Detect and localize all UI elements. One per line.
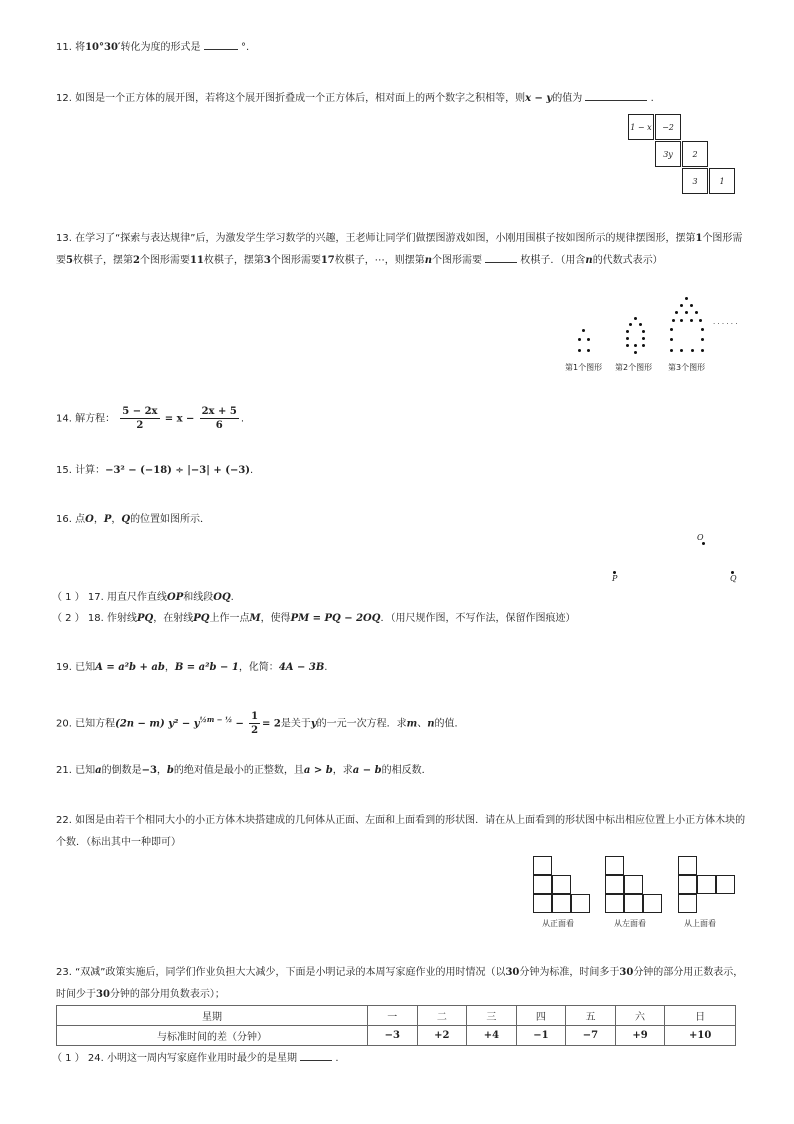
stone [642,344,645,347]
view-square [605,856,624,875]
stone [680,349,683,352]
answer-blank[interactable] [485,252,517,263]
stone [578,338,581,341]
stone [626,330,629,333]
stone [670,328,673,331]
view-square [697,875,716,894]
stone [587,349,590,352]
stone [701,338,704,341]
question-20: 20. 已知方程(2n − m) $y^2 - y^{\frac{1}{2}m - \frac{1}{2}}$ − $\frac{1}{2}$ = 2是关于y的一元一次方程．求m、n的值． [56,710,465,736]
question-number: 24. [87,1053,104,1064]
table-row: 与标准时间的差（分钟） −3 +2 +4 −1 −7 +9 +10 [57,1026,736,1046]
question-15: 15. 计算：−3² − (−18) ÷ |−3| + (−3). [56,465,254,476]
stone [629,323,632,326]
stone [582,329,585,332]
net-cell: 1 [709,168,735,194]
stone [634,317,637,320]
view-square [533,894,552,913]
question-17: （ 1 ） 17. 用直尺作直线OP和线段OQ. [52,592,234,603]
question-number: 22. [56,815,72,826]
fraction: $\frac{5 - 2x}{2}$ [122,406,158,431]
stone [680,319,683,322]
stone [639,323,642,326]
figure-caption: 第1个图形 [565,363,603,372]
stone [690,319,693,322]
figure-caption: 从左面看 [614,919,646,928]
points-figure [600,530,750,590]
question-24: （ 1 ） 24. 小明这一周内写家庭作业用时最少的是星期 . [52,1048,742,1070]
stone [642,330,645,333]
question-number: 20. [56,718,72,730]
stone [642,337,645,340]
stone [672,319,675,322]
question-number: 18. [87,613,104,624]
stone [634,344,637,347]
question-11: 11. 将10°30′转化为度的形式是 °. [56,37,746,59]
view-square [678,856,697,875]
fraction: $\frac{1}{2}$ [251,710,259,736]
go-stones-figure [560,292,750,377]
stone [578,349,581,352]
cube-net-figure [628,114,738,196]
net-cell: 1 − x [628,114,654,140]
question-number: 17. [87,592,104,603]
stone [634,351,637,354]
point-label: O [697,533,704,542]
view-square [605,875,624,894]
question-19: 19. 已知A = a²b + ab，B = a²b − 1，化简：4A − 3B. [56,662,328,673]
view-square [624,894,643,913]
point-label: P [612,574,618,583]
answer-blank[interactable] [300,1050,332,1061]
figure-caption: 第2个图形 [615,363,653,372]
net-cell: 3y [655,141,681,167]
stone [685,297,688,300]
question-13: 13. 在学习了“探索与表达规律”后，为激发学生学习数学的兴趣，王老师让同学们做摆图游戏如图，小刚用围棋子按如图所示的规律摆图形，摆第1个图形需要5枚棋子，摆第2个图形需要11枚棋子，摆第3个图形需要17枚棋子，⋯，则摆第n个图形需要 枚棋子．（用含n的代数式表示） [56,233,743,266]
question-number: 21. [56,765,72,776]
question-number: 19. [56,662,72,673]
view-square [605,894,624,913]
fraction: $\frac{2x + 5}{6}$ [201,406,237,431]
view-square [678,875,697,894]
view-square [716,875,735,894]
three-views-figure [533,856,743,936]
view-square [624,875,643,894]
figure-caption: 从上面看 [684,919,716,928]
stone [695,311,698,314]
question-number: 12. [56,93,72,104]
question-number: 16. [56,514,72,525]
stone [670,349,673,352]
net-cell: −2 [655,114,681,140]
view-square [552,875,571,894]
view-square [533,856,552,875]
answer-blank[interactable] [585,90,647,101]
figure-caption: 从正面看 [542,919,574,928]
question-number: 23. [56,967,72,978]
stone [626,337,629,340]
view-square [571,894,590,913]
question-23: 23. “双减”政策实施后，同学们作业负担大大减少，下面是小明记录的本周写家庭作业的用时情况（以30分钟为标准，时间多于30分钟的部分用正数表示，时间少于30分钟的部分用负数表示）； [56,967,744,1000]
math-expression: −3² − (−18) ÷ |−3| + (−3) [105,465,251,476]
question-14: 14. 解方程： $\frac{5 - 2x}{2}$ = x − $\frac{2x + 5}{6}$ . [56,406,244,431]
stone [699,319,702,322]
question-21: 21. 已知a的倒数是−3，b的绝对值是最小的正整数，且a > b，求a − b的相反数． [56,765,432,776]
point-label: Q [730,574,737,583]
view-square [678,894,697,913]
question-number: 13. [56,233,72,244]
math-expression: x − y [525,93,553,104]
question-18: （ 2 ） 18. 作射线PQ，在射线PQ上作一点M，使得PM = PQ − 2OQ．（用尺规作图，不写作法，保留作图痕迹） [52,613,576,624]
homework-time-table [56,1005,736,1046]
question-number: 14. [56,413,72,425]
answer-blank[interactable] [204,39,238,50]
stone [587,338,590,341]
question-12: 12. 如图是一个正方体的展开图，若将这个展开图折叠成一个正方体后，相对面上的两个数字之积相等，则x − y的值为 . [56,88,746,110]
stone [701,328,704,331]
point [702,542,705,545]
ellipsis: · · · · · · [713,320,738,328]
net-cell: 2 [682,141,708,167]
view-square [533,875,552,894]
question-22: 22. 如图是由若干个相同大小的小正方体木块搭建成的几何体从正面、左面和上面看到的形状图．请在从上面看到的形状图中标出相应位置上小正方体木块的个数．（标出其中一种即可） [56,815,746,848]
question-16: 16. 点O，P，Q的位置如图所示． [56,514,211,525]
stone [680,304,683,307]
question-number: 15. [56,465,72,476]
stone [670,338,673,341]
stone [691,349,694,352]
view-square [643,894,662,913]
question-number: 11. [56,42,72,53]
math-expression: 10°30′ [85,42,121,53]
stone [690,304,693,307]
stone [675,311,678,314]
view-square [552,894,571,913]
stone [701,349,704,352]
net-cell: 3 [682,168,708,194]
table-header-row: 星期 一 二 三 四 五 六 日 [57,1006,736,1026]
stone [685,311,688,314]
figure-caption: 第3个图形 [668,363,706,372]
stone [626,344,629,347]
